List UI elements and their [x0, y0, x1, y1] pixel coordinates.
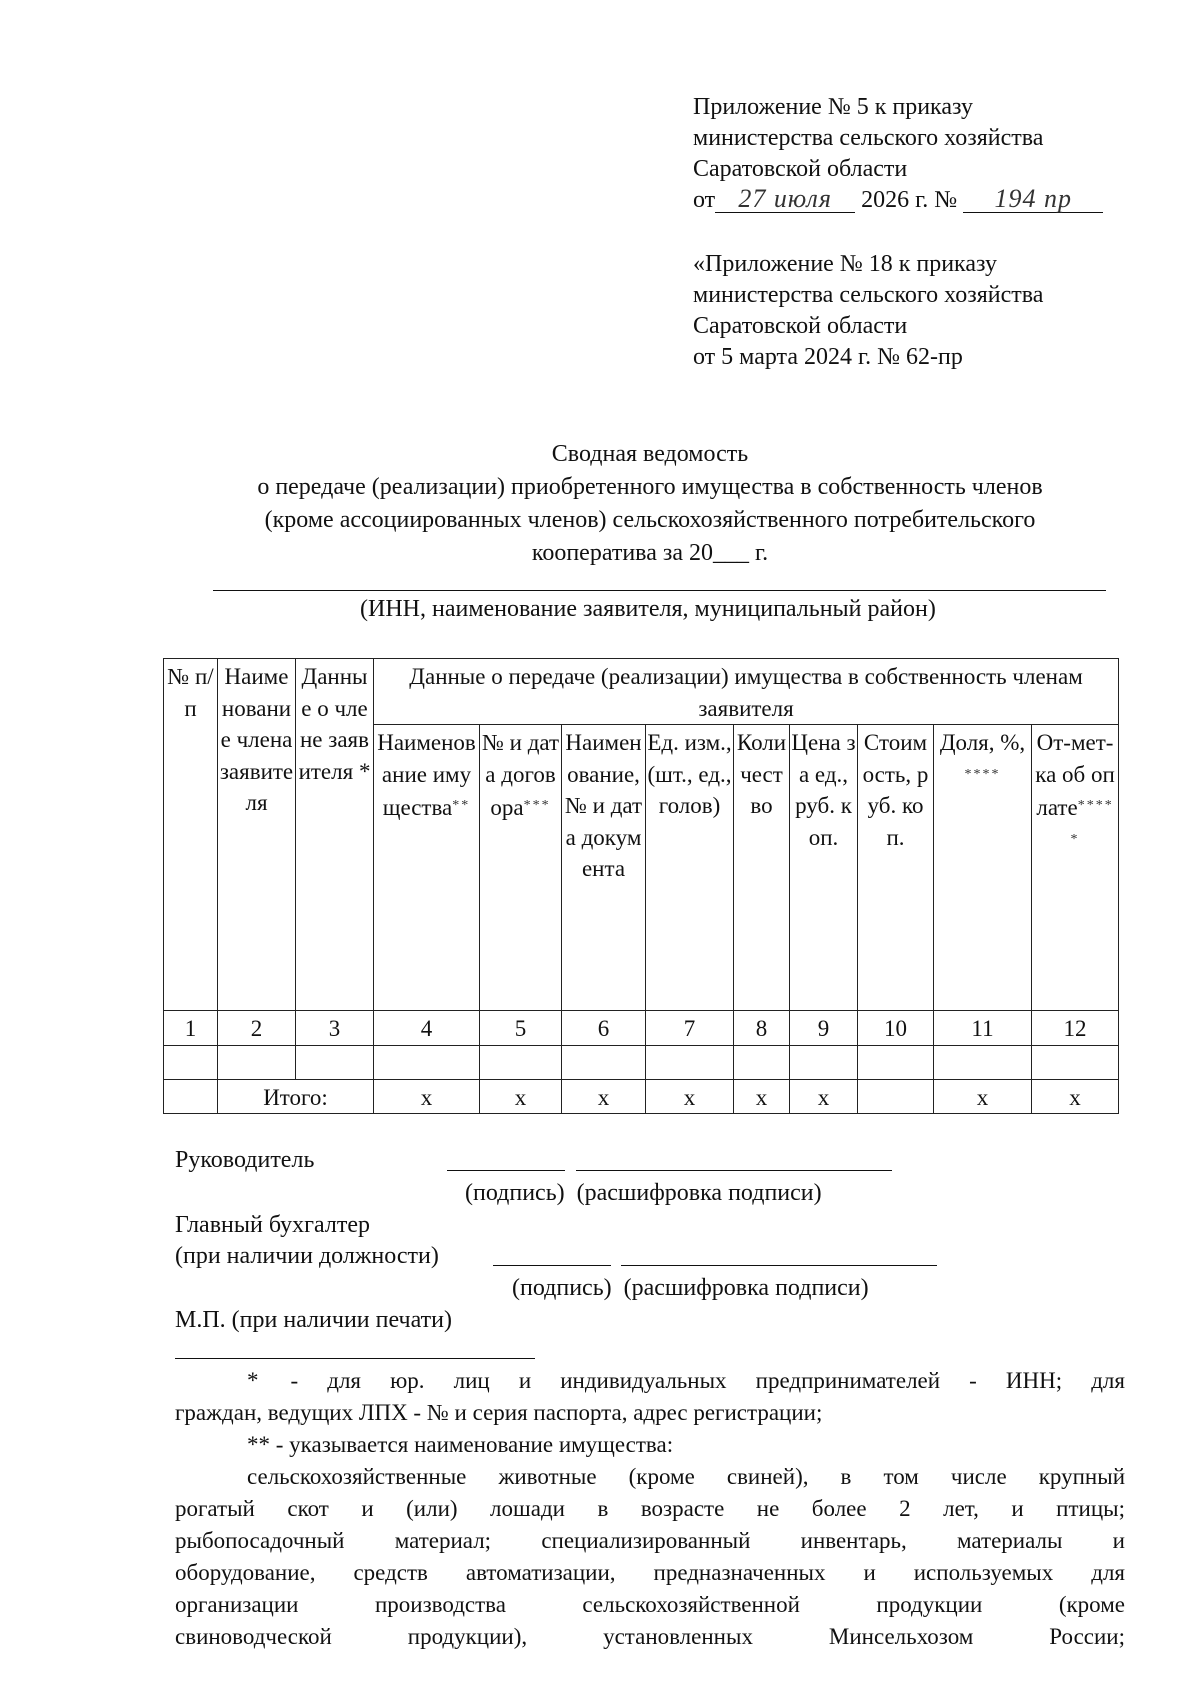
appendix-2-line-2: министерства сельского хозяйства [693, 282, 1044, 308]
column-number-row [164, 1011, 1119, 1046]
footnote-separator [175, 1358, 535, 1359]
footnotes [175, 1365, 1125, 1653]
summary-table [163, 658, 1119, 1114]
accountant-signature-line [493, 1265, 611, 1266]
col-num-8: 8 [734, 1011, 790, 1046]
title-line-2: о передаче (реализации) приобретенного имущества в собственность членов [257, 474, 1043, 500]
col-num-6: 6 [562, 1011, 646, 1046]
total-mark-5: х [480, 1079, 562, 1114]
total-mark-12: х [1032, 1079, 1119, 1114]
header-unit: Ед. изм., (шт., ед., голов) [646, 725, 734, 1011]
header-document: Наименование, № и дата документа [562, 725, 646, 1011]
header-number: № п/п [164, 659, 218, 1011]
appendix-1-line-4 [693, 185, 1103, 216]
title-line-4: кооператива за 20___ г. [531, 540, 769, 566]
col-num-11: 11 [934, 1011, 1032, 1046]
footnote-3-line-3: рыбопосадочный материал; специализированный инвентарь, материалы и [175, 1528, 1125, 1553]
accountant-signature-caption: (подпись) (расшифровка подписи) [512, 1275, 869, 1301]
total-mark-8: х [734, 1079, 790, 1114]
total-mark-10 [858, 1079, 934, 1114]
header-member-data: Данные о члене заявителя * [296, 659, 374, 1011]
footnote-2: ** - указывается наименование имущества: [247, 1432, 674, 1457]
total-label: Итого: [218, 1079, 374, 1114]
header-price: Цена за ед., руб. коп. [790, 725, 858, 1011]
col-num-5: 5 [480, 1011, 562, 1046]
header-contract: № и дата договора*** [480, 725, 562, 1011]
footnote-3-line-4: оборудование, средств автоматизации, предназначенных и используемых для [175, 1560, 1125, 1585]
appendix-2-line-4: от 5 марта 2024 г. № 62-пр [693, 344, 963, 370]
footnote-3-line-1: сельскохозяйственные животные (кроме свиней), в том числе крупный [247, 1464, 1125, 1489]
head-name-line [576, 1170, 892, 1171]
applicant-caption: (ИНН, наименование заявителя, муниципальный район) [360, 596, 936, 622]
header-cost: Стоимость, руб. коп. [858, 725, 934, 1011]
head-signature-caption: (подпись) (расшифровка подписи) [465, 1180, 822, 1206]
head-label: Руководитель [175, 1147, 315, 1173]
year-number-label: 2026 г. № [861, 187, 958, 213]
appendix-1-line-1: Приложение № 5 к приказу [693, 94, 973, 120]
appendix-header-1 [693, 92, 1103, 216]
head-signature-line [447, 1170, 565, 1171]
accountant-label: Главный бухгалтер [175, 1212, 370, 1238]
col-num-12: 12 [1032, 1011, 1119, 1046]
col-num-9: 9 [790, 1011, 858, 1046]
total-mark-9: х [790, 1079, 858, 1114]
total-mark-6: х [562, 1079, 646, 1114]
handwritten-date: 27 июля [715, 186, 855, 213]
footnote-3-line-2: рогатый скот и (или) лошади в возрасте не более 2 лет, и птицы; [175, 1496, 1125, 1521]
title-line-1: Сводная ведомость [551, 441, 749, 467]
col-num-1: 1 [164, 1011, 218, 1046]
col-num-7: 7 [646, 1011, 734, 1046]
from-label: от [693, 187, 716, 213]
col-num-10: 10 [858, 1011, 934, 1046]
total-row [164, 1079, 1119, 1114]
header-item-name: Наименование имущества** [374, 725, 480, 1011]
document-title [120, 438, 1180, 570]
table-row [164, 1045, 1119, 1079]
appendix-1-line-2: министерства сельского хозяйства [693, 125, 1044, 151]
header-quantity: Количество [734, 725, 790, 1011]
col-num-3: 3 [296, 1011, 374, 1046]
header-payment-mark: От-мет-ка об оплате***** [1032, 725, 1119, 1011]
header-share: Доля, %, **** [934, 725, 1032, 1011]
appendix-header-2 [693, 249, 1043, 373]
accountant-position-label: (при наличии должности) [175, 1243, 439, 1269]
accountant-name-line [621, 1265, 937, 1266]
header-member-name: Наименование члена заявителя [218, 659, 296, 1011]
total-mark-7: х [646, 1079, 734, 1114]
total-mark-4: х [374, 1079, 480, 1114]
title-line-3: (кроме ассоциированных членов) сельскохозяйственного потребительского [264, 507, 1036, 533]
footnote-3-line-6: свиноводческой продукции), установленных Минсельхозом России; [175, 1624, 1125, 1649]
handwritten-order-number: 194 пр [963, 186, 1103, 213]
footnote-3-line-5: организации производства сельскохозяйственной продукции (кроме [175, 1592, 1125, 1617]
appendix-1-line-3: Саратовской области [693, 156, 908, 182]
footnote-1-line-1: * - для юр. лиц и индивидуальных предпринимателей - ИНН; для [247, 1368, 1125, 1393]
total-mark-11: х [934, 1079, 1032, 1114]
col-num-2: 2 [218, 1011, 296, 1046]
appendix-2-line-3: Саратовской области [693, 313, 908, 339]
footnote-1-line-2: граждан, ведущих ЛПХ - № и серия паспорта, адрес регистрации; [175, 1400, 823, 1425]
col-num-4: 4 [374, 1011, 480, 1046]
appendix-2-line-1: «Приложение № 18 к приказу [693, 251, 997, 277]
applicant-line [213, 590, 1106, 591]
stamp-label: М.П. (при наличии печати) [175, 1307, 452, 1333]
header-transfer-group: Данные о передаче (реализации) имущества в собственность членам заявителя [374, 659, 1119, 725]
